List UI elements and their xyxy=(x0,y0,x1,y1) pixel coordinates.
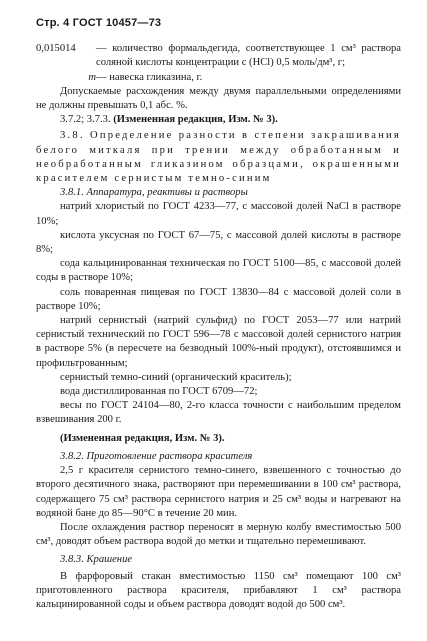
reagent-item: весы по ГОСТ 24104—80, 2-го класса точности с наибольшим пределом взвешивания 200 г. xyxy=(36,400,401,426)
section-3-8-1-title: 3.8.1. Аппаратура, реактивы и растворы xyxy=(60,187,248,199)
definition-term: m xyxy=(88,71,96,83)
reagent-item: соль поваренная пищевая по ГОСТ 13830—84 с массовой долей соли в растворе 10%; xyxy=(36,286,401,312)
formula-definition-2 xyxy=(36,71,401,85)
definition-text: — количество формальдегида, соответствующее 1 см³ раствора соляной кислоты концентрации с (HCl) 0,5 моль/дм³, г; xyxy=(96,43,401,69)
reagent-item: сода кальцинированная техническая по ГОСТ 5100—85, с массовой долей соды в растворе 10%; xyxy=(36,258,401,284)
formula-definition-1 xyxy=(36,42,401,70)
amendment-note-381: (Измененная редакция, Изм. № 3). xyxy=(60,432,225,444)
definition-term: 0,015014 xyxy=(36,43,76,55)
reagent-item: натрий хлористый по ГОСТ 4233—77, с массовой долей NaCl в растворе 10%; xyxy=(36,201,401,227)
reagent-item: сернистый темно-синий (органический краситель); xyxy=(60,371,292,383)
section-3-8-2-title: 3.8.2. Приготовление раствора красителя xyxy=(60,450,253,462)
tolerance-paragraph: Допускаемые расхождения между двумя параллельными определениями не должны превышать 0,1 абс. %. xyxy=(36,85,401,112)
dye-preparation-text: 2,5 г красителя сернистого темно-синего, взвешенного с точностью до второго десятичного знака, растворяют при перемешивании в 100 см³ раствора, содержащего 75 см³ раствора сернистого натрия и 25 см³ воды и нагревают на водяной бане до 85—90°С в течение 20 мин. xyxy=(36,465,401,519)
section-3-8-title: 3.8. Определение разности в степени закрашивания белого миткаля при трении между обработанным и необработанным гликазином образцами, окрашенными красителем сернистым темно-синим xyxy=(36,130,401,185)
page-header: Стр. 4 ГОСТ 10457—73 xyxy=(36,17,162,29)
definition-text: — навеска гликазина, г. xyxy=(96,71,203,83)
amendment-note-372: 3.7.2; 3.7.3. (Измененная редакция, Изм. № 3). xyxy=(60,114,278,126)
reagent-item: кислота уксусная по ГОСТ 67—75, с массовой долей кислоты в растворе 8%; xyxy=(36,229,401,256)
cooling-text: После охлаждения раствор переносят в мерную колбу вместимостью 500 см³, доводят объем раствора водой до метки и тщательно перемешивают. xyxy=(36,521,401,548)
reagent-item: вода дистиллированная по ГОСТ 6709—72; xyxy=(60,386,258,398)
dyeing-text: В фарфоровый стакан вместимостью 1150 см³ помещают 100 см³ приготовленного раствора красителя, прибавляют 1 см³ раствора кальцинированной соды и объем раствора доводят водой до 500 см³. xyxy=(36,570,401,610)
section-3-8-3-title: 3.8.3. Крашение xyxy=(60,554,133,566)
reagent-item: натрий сернистый (натрий сульфид) по ГОСТ 2053—77 или натрий сернистый технический по ГОСТ 596—78 с массовой долей сернистого натрия в растворе 5% (в пересчете на безводный 100%-ный продукт), отстоявшимся и профильтрованным; xyxy=(36,315,401,369)
